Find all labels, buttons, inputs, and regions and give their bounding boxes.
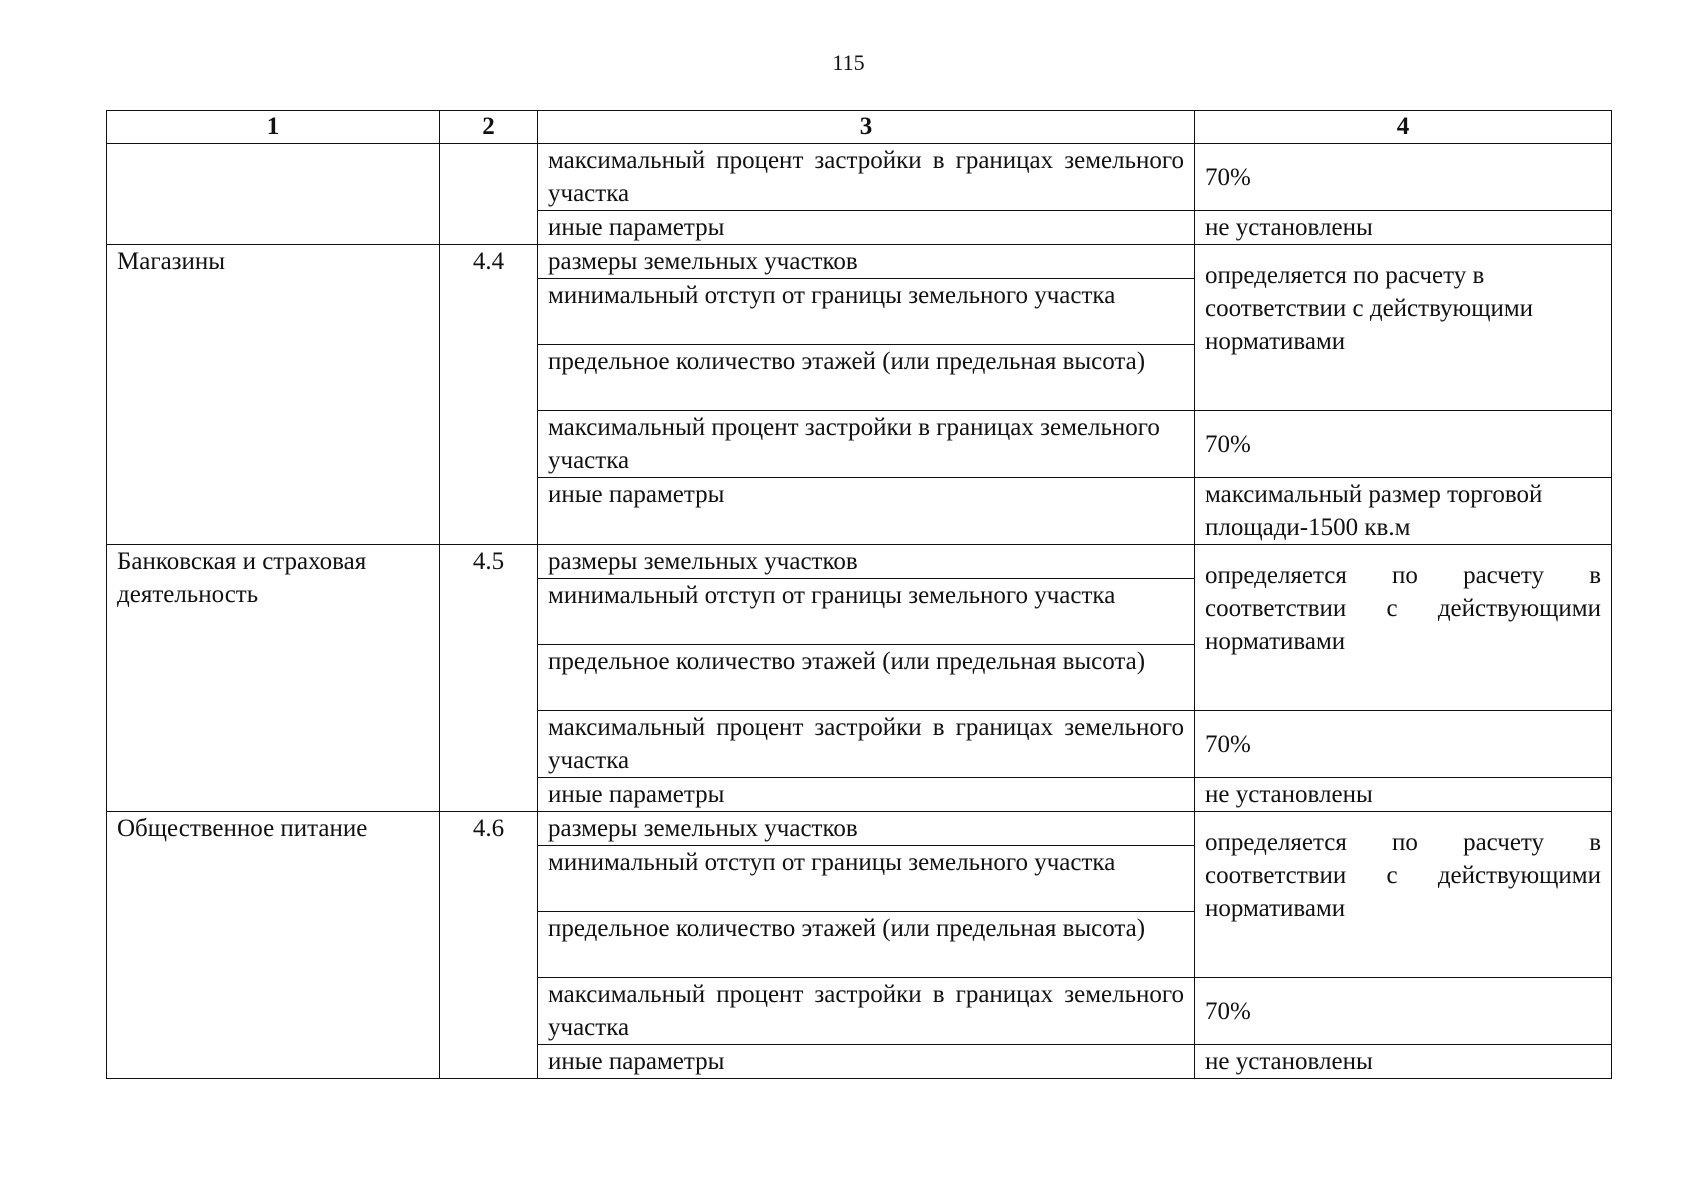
column-header-4: 4 (1195, 111, 1612, 144)
value-text: определяется по расчету в соответствии с действующими нормативами (1205, 262, 1534, 355)
use-name-cell: Магазины (107, 245, 440, 545)
value-cell: не установлены (1195, 778, 1612, 812)
use-code-cell: 4.5 (440, 545, 538, 812)
parameter-cell: максимальный процент застройки в границах земельного участка (538, 411, 1195, 478)
value-cell: 70% (1195, 144, 1612, 211)
table-row (107, 144, 1612, 211)
column-header-1: 1 (107, 111, 440, 144)
value-cell: максимальный размер торговой площади-1500 кв.м (1195, 478, 1612, 545)
value-cell (1195, 545, 1612, 711)
parameter-cell: предельное количество этажей (или предельная высота) (538, 912, 1195, 978)
column-header-2: 2 (440, 111, 538, 144)
value-cell: 70% (1195, 711, 1612, 778)
use-name-cell: Банковская и страховая деятельность (107, 545, 440, 812)
column-header-3: 3 (538, 111, 1195, 144)
value-cell (1195, 812, 1612, 978)
use-code-cell: 4.4 (440, 245, 538, 545)
land-use-parameters-table (106, 110, 1612, 1079)
value-cell: не установлены (1195, 1045, 1612, 1079)
parameter-cell: минимальный отступ от границы земельного участка (538, 579, 1195, 645)
table-row (107, 812, 1612, 846)
use-code-cell (440, 144, 538, 245)
parameter-cell: максимальный процент застройки в границах земельного участка (538, 144, 1195, 211)
parameter-cell: иные параметры (538, 778, 1195, 812)
value-text: определяется по расчету в соответствии с действующими нормативами (1205, 829, 1601, 922)
parameter-cell: размеры земельных участков (538, 245, 1195, 279)
table-header-row (107, 111, 1612, 144)
use-name-cell (107, 144, 440, 245)
use-code-cell: 4.6 (440, 812, 538, 1079)
value-cell (1195, 245, 1612, 411)
parameter-cell: иные параметры (538, 211, 1195, 245)
parameter-cell: предельное количество этажей (или предельная высота) (538, 345, 1195, 411)
parameter-cell: максимальный процент застройки в границах земельного участка (538, 711, 1195, 778)
parameter-cell: предельное количество этажей (или предельная высота) (538, 645, 1195, 711)
table-row (107, 245, 1612, 279)
value-cell: 70% (1195, 411, 1612, 478)
parameter-cell: размеры земельных участков (538, 545, 1195, 579)
parameter-cell: максимальный процент застройки в границах земельного участка (538, 978, 1195, 1045)
parameter-cell: минимальный отступ от границы земельного участка (538, 846, 1195, 912)
parameter-cell: иные параметры (538, 1045, 1195, 1079)
value-text: определяется по расчету в соответствии с действующими нормативами (1205, 562, 1601, 655)
table-row (107, 545, 1612, 579)
page-number: 115 (832, 50, 865, 75)
value-cell: 70% (1195, 978, 1612, 1045)
parameter-cell: минимальный отступ от границы земельного участка (538, 279, 1195, 345)
value-cell: не установлены (1195, 211, 1612, 245)
parameter-cell: размеры земельных участков (538, 812, 1195, 846)
use-name-cell: Общественное питание (107, 812, 440, 1079)
parameter-cell: иные параметры (538, 478, 1195, 545)
